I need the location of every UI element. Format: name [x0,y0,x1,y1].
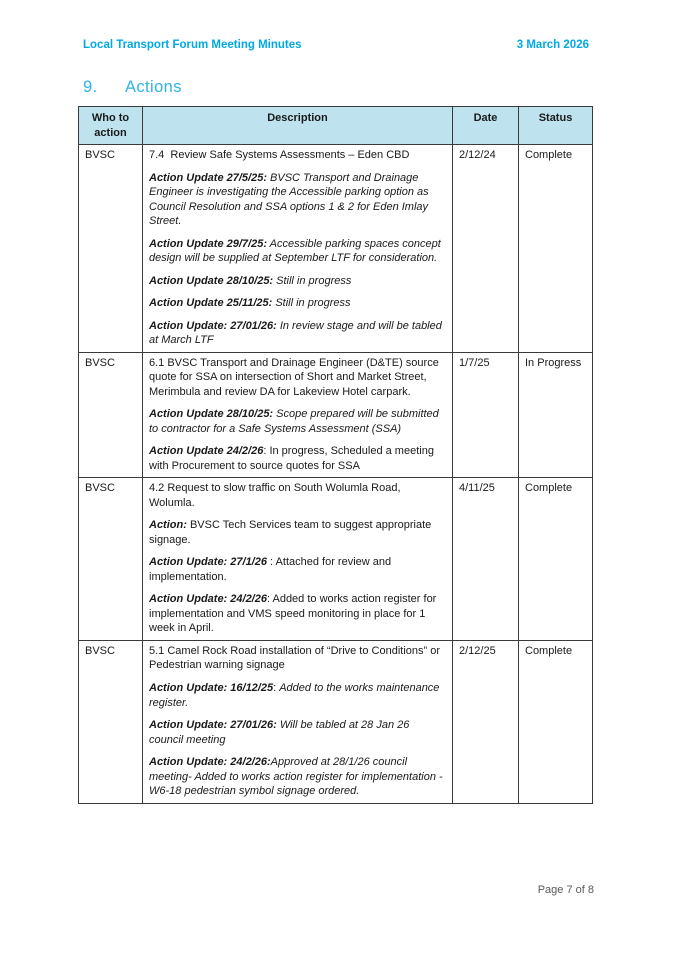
description-paragraph [149,356,446,400]
who-cell: BVSC [79,640,143,803]
document-title: Local Transport Forum Meeting Minutes [83,39,302,51]
description-paragraph [149,237,446,266]
text-run: Action Update 28/10/25: [149,408,274,421]
description-paragraph [149,407,446,436]
text-run: Action Update: 16/12/25 [149,681,274,694]
text-run: Action Update: 27/01/26: [149,319,277,332]
description-paragraph [149,592,446,636]
col-header-date: Date [453,107,519,145]
description-paragraph [149,319,446,348]
status-cell: Complete [519,145,593,353]
header-row [79,107,593,145]
description-paragraph [149,718,446,747]
text-run: Added to the works maintenance register. [149,681,443,709]
document-date: 3 March 2026 [516,39,589,51]
page-number-label: Page 7 of 8 [537,884,594,896]
text-run: Action Update 27/5/25: [149,171,267,184]
text-run: Accessible parking spaces concept design will be supplied at September LTF for consideration. [149,237,444,265]
text-run: Action Update 25/11/25: [149,297,273,310]
table-row [79,478,593,641]
table-row [79,352,593,478]
table-row [79,145,593,353]
table-body [79,145,593,804]
text-run: Still in progress [273,274,352,287]
section-heading [83,78,182,97]
text-run: Action Update 28/10/25: [149,274,274,287]
text-run: BVSC Transport and Drainage Engineer is investigating the Accessible parking option as Council Resolution and SSA options 1 & 2 for Eden Imlay Street. [149,171,432,228]
description-paragraph [149,644,446,673]
date-cell: 4/11/25 [453,478,519,641]
text-run: Action Update: 24/2/26 [149,593,267,606]
date-cell: 1/7/25 [453,352,519,478]
text-run: Action Update: 27/01/26: [149,719,277,732]
date-cell: 2/12/24 [453,145,519,353]
description-paragraph [149,444,446,473]
text-run: BVSC Tech Services team to suggest appropriate signage. [149,519,435,546]
description-paragraph [149,296,446,311]
text-run: 4.2 Request to slow traffic on South Wolumla Road, Wolumla. [149,482,404,509]
status-cell: Complete [519,640,593,803]
text-run: Action: [149,519,187,532]
text-run: Action Update 24/2/26 [149,445,264,458]
description-paragraph [149,148,446,163]
text-run: 6.1 BVSC Transport and Drainage Engineer (D&TE) source quote for SSA on intersection of Short and Market Street, Merimbula and review DA for Lakeview Hotel carpark. [149,356,442,398]
text-run: Will be tabled at 28 Jan 26 council meeting [149,719,413,746]
who-cell: BVSC [79,145,143,353]
description-cell [143,352,453,478]
description-paragraph [149,518,446,547]
section-number: 9. [83,78,98,96]
actions-table-header [79,107,593,145]
table-row [79,640,593,803]
page-footer [0,884,594,896]
description-paragraph [149,755,446,799]
description-paragraph [149,555,446,584]
actions-table [78,106,593,804]
text-run: Still in progress [272,297,351,310]
text-run: : In progress, Scheduled a meeting with Procurement to source quotes for SSA [149,445,437,472]
date-cell: 2/12/25 [453,640,519,803]
description-paragraph [149,481,446,510]
text-run: Action Update 29/7/25: [149,237,267,250]
section-title: Actions [125,78,182,96]
text-run: Scope prepared will be submitted to contractor for a Safe Systems Assessment (SSA) [149,408,442,435]
col-header-who: Who to action [79,107,143,145]
text-run: Approved at 28/1/26 council meeting- Added to works action register for implementation - W6-18 pedestrian symbol signage ordered. [149,756,446,798]
status-cell: Complete [519,478,593,641]
who-cell: BVSC [79,352,143,478]
col-header-status: Status [519,107,593,145]
text-run: In review stage and will be tabled at March LTF [149,319,445,347]
document-header [83,39,589,51]
text-run: Action Update: 27/1/26 [149,556,267,569]
text-run: Action Update: 24/2/26: [149,756,271,769]
text-run: : [273,681,280,694]
text-run: : Added to works action register for implementation and VMS speed monitoring in place for 1 week in April. [149,593,440,635]
who-cell: BVSC [79,478,143,641]
description-paragraph [149,681,446,710]
col-header-description: Description [143,107,453,145]
description-cell [143,640,453,803]
description-cell [143,145,453,353]
description-paragraph [149,274,446,289]
description-paragraph [149,171,446,229]
text-run: 7.4 Review Safe Systems Assessments – Eden CBD [149,149,410,162]
description-cell [143,478,453,641]
status-cell: In Progress [519,352,593,478]
text-run: : Attached for review and implementation. [149,556,395,583]
text-run: 5.1 Camel Rock Road installation of “Drive to Conditions” or Pedestrian warning signage [149,644,444,672]
